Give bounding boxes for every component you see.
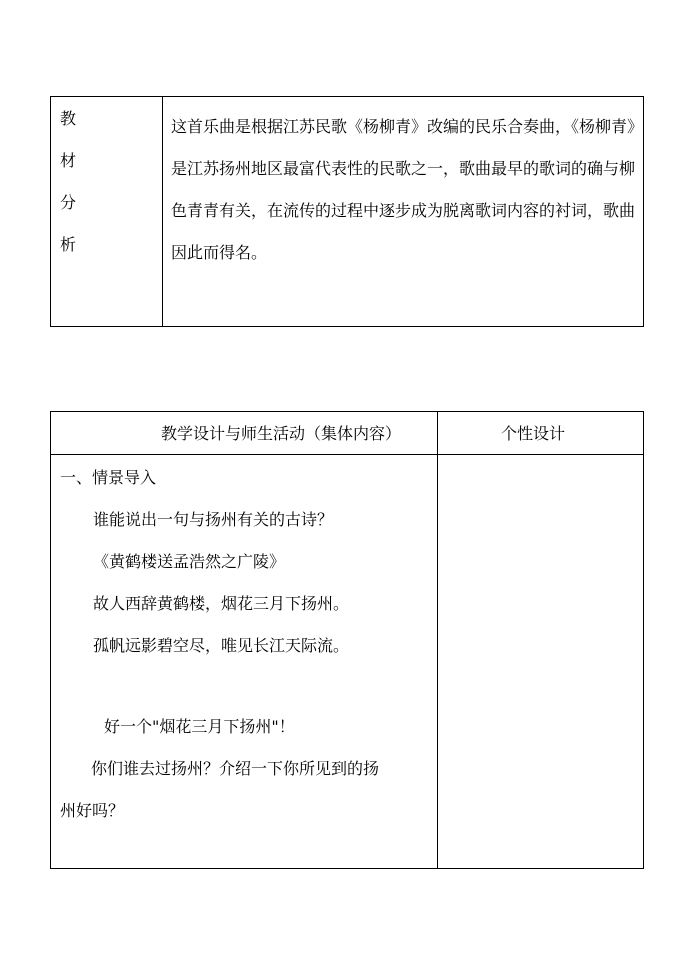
text-line: 孤帆远影碧空尽，唯见长江天际流。 xyxy=(93,636,350,655)
text-line: 谁能说出一句与扬州有关的古诗？ xyxy=(93,510,334,529)
section-heading: 一、情景导入 xyxy=(60,468,157,487)
analysis-label-char: 材 xyxy=(60,151,77,170)
text-line: 你们谁去过扬州？介绍一下你所见到的扬 xyxy=(91,759,380,778)
text-line: 好一个"烟花三月下扬州"！ xyxy=(104,717,295,736)
column-divider xyxy=(437,412,438,868)
analysis-label-char: 析 xyxy=(60,235,77,254)
analysis-text: 这首乐曲是根据江苏民歌《杨柳青》改编的民乐合奏曲，《杨柳青》是江苏扬州地区最富代表性的民歌之一，歌曲最早的歌词的确与柳色青青有关，在流传的过程中逐步成为脱离歌词内容的衬词，歌曲因此而得名。 xyxy=(171,117,636,262)
analysis-label-cell xyxy=(51,97,163,326)
design-table xyxy=(50,411,644,869)
analysis-label-char: 分 xyxy=(60,193,77,212)
text-line: 故人西辞黄鹤楼，烟花三月下扬州。 xyxy=(93,594,350,613)
text-line: 州好吗？ xyxy=(60,801,125,820)
analysis-label-char: 教 xyxy=(60,109,77,128)
analysis-table xyxy=(50,96,644,327)
header-main: 教学设计与师生活动（集体内容） xyxy=(161,424,402,443)
text-line: 《黄鹤楼送孟浩然之广陵》 xyxy=(93,552,286,571)
header-personal: 个性设计 xyxy=(501,424,566,443)
header-divider xyxy=(51,454,643,455)
